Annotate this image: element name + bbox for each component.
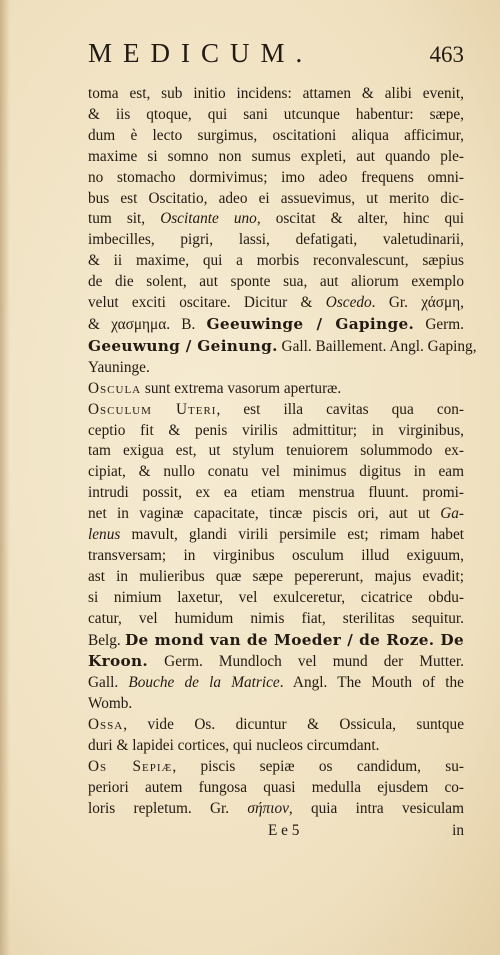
page-footer [88,822,464,844]
text-line: maxime si somno non sumus expleti, aut quando ple- [88,147,464,165]
italic-term: Ga- [440,505,464,523]
text-line: lenus mavult, glandi virili persimile est; rimam habet [88,526,464,544]
text-line: de die solent, aut sponte sua, aut aliorum exemplo [88,273,464,291]
text-line: transversam; in virginibus osculum illud exiguum, [88,546,464,564]
text-line: Ossa, vide Os. dicuntur & Ossicula, suntque [88,716,464,734]
text-line: bus est Oscitatio, adeo ei assuevimus, ut merito dic- [88,189,464,207]
italic-term: Oscedo [325,294,372,312]
italic-term: lenus [88,526,121,544]
italic-term: Bouche de la Matrice [128,674,280,692]
page-number: 463 [429,42,464,67]
text-line: si nimium laxetur, vel exulceretur, cicatrice obdu- [88,588,464,606]
text-line: Yauninge. [88,358,150,376]
text-line: cipiat, & nullo conatu vel minimus digitus in eam [88,463,464,481]
text-line: catur, vel humidum nimis fiat, sterilitas sequitur. [88,609,464,627]
text-line: tam exigua est, ut stylum tenuiorem solummodo ex- [88,442,464,460]
text-line: Oscula sunt extrema vasorum aperturæ. [88,379,342,397]
blackletter-term: Kroon. [88,652,149,671]
blackletter-term: Geeuwinge / Gapinge. [206,314,415,333]
text-line: & χασμημα. B. Geeuwinge / Gapinge. Germ. [88,314,464,333]
text-line: net in vaginæ capacitate, tincæ piscis ori, aut ut Ga- [88,505,464,523]
blackletter-term: De mond van de Moeder / de Roze. De [124,630,465,649]
catchword: in [452,821,464,839]
text-line: & iis qtoque, qui sani utcunque habentur: sæpe, [88,105,464,123]
headword: Osculum Uteri [88,400,217,418]
text-line: tum sit, Oscitante uno, oscitat & alter, hinc qui [88,210,464,228]
text-line: Gall. Bouche de la Matrice. Angl. The Mouth of the [88,674,464,692]
text-line: velut exciti oscitare. Dicitur & Oscedo. Gr. χάσμη, [88,294,464,312]
text-line: Belg. De mond van de Moeder / de Roze. De [88,630,465,649]
text-line: Geeuwung / Geinung. Gall. Baillement. Angl. Gaping, [88,336,477,355]
running-head [88,38,464,74]
italic-term: σήπιον [247,799,289,817]
headword: Oscula [88,379,142,397]
italic-term: Oscitante uno [160,210,257,228]
body-text [88,84,477,820]
running-title: MEDICUM. [88,38,314,68]
text-line: toma est, sub initio incidens: attamen & alibi evenit, [88,85,464,102]
text-line: loris repletum. Gr. σήπιον, quia intra vesiculam [88,799,464,817]
text-line: Kroon. Germ. Mundloch vel mund der Mutter. [88,652,464,671]
text-line: no stomacho dormivimus; imo adeo frequens omni- [88,168,464,186]
headword: Os Sepiæ [88,758,173,775]
blackletter-term: Geeuwung / Geinung. [88,336,278,355]
text-line: duri & lapidei cortices, qui nucleos circumdant. [88,737,380,755]
page-gutter-shadow [0,0,10,955]
text-line: & ii maxime, qui a morbis reconvalescunt, sæpius [88,252,464,270]
text-line: Osculum Uteri, est illa cavitas qua con- [88,400,464,418]
text-line: imbecilles, pigri, lassi, defatigati, valetudinarii, [88,231,464,249]
signature-mark: E e 5 [268,821,300,839]
headword: Ossa [88,716,124,734]
text-line: intrudi possit, ex ea etiam menstrua fluunt. promi- [88,484,464,502]
text-line: periori autem fungosa quasi medulla ejusdem co- [88,778,464,796]
text-line: ceptio fit & penis virilis admittitur; in virginibus, [88,421,464,439]
text-line: dum è lecto surgimus, oscitationi aliqua afficimur, [88,126,464,144]
text-line: Os Sepiæ, piscis sepiæ os candidum, su- [88,758,465,775]
text-line: ast in mulieribus quæ sæpe pepererunt, majus evadit; [88,567,464,585]
text-line: Womb. [88,695,133,713]
